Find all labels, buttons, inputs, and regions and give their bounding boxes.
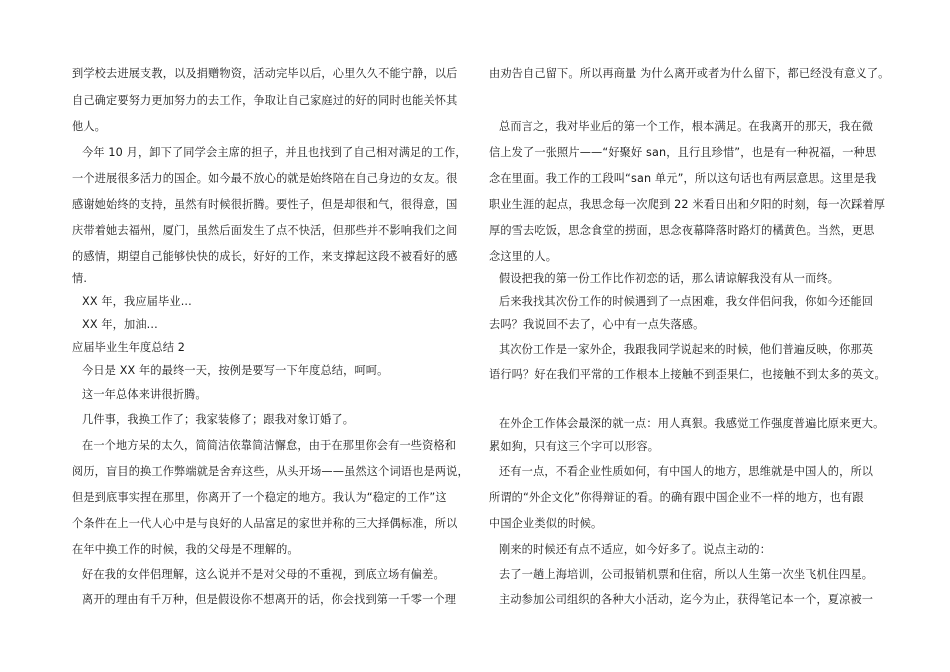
text-line: 念这里的人。 xyxy=(489,250,558,263)
text-line: 阅历，盲目的换工作弊端就是舍弃这些，从头开场——虽然这个词语也是两说， xyxy=(72,465,469,478)
text-line: 厚的雪去吃饭，思念食堂的捞面，思念夜幕降落时路灯的橘黄色。当然，更思 xyxy=(489,224,875,237)
text-line: 信上发了一张照片——“好聚好 san，且行且珍惜”，也是有一种祝福，一种思 xyxy=(489,146,877,159)
text-line: 语行吗？好在我们平常的工作根本上接触不到歪果仁，也接触不到太多的英文。 xyxy=(489,368,886,381)
text-line: 但是到底事实捏在那里，你离开了一个稳定的地方。我认为“稳定的工作”这 xyxy=(72,491,447,504)
text-line: 自己确定要努力更加努力的去工作，争取让自己家庭过的好的同时也能关怀其 xyxy=(72,94,458,107)
text-line: 还有一点，不看企业性质如何，有中国人的地方，思维就是中国人的，所以 xyxy=(499,465,874,478)
text-line: 刚来的时候还有点不适应，如今好多了。说点主动的： xyxy=(499,543,772,556)
text-line: 这一年总体来讲很折腾。 xyxy=(82,388,207,401)
text-line: 到学校去进展支教，以及捐赠物资，活动完毕以后，心里久久不能宁静，以后 xyxy=(72,67,458,80)
text-line: 去吗？我说回不去了，心中有一点失落感。 xyxy=(489,318,705,331)
text-line: 职业生涯的起点，我思念每一次爬到 22 米看日出和夕阳的时刻，每一次踩着厚 xyxy=(489,198,886,211)
text-line: 在一个地方呆的太久，简简洁依靠简洁懈怠，由于在那里你会有一些资格和 xyxy=(82,439,457,452)
text-line: 后来我找其次份工作的时候遇到了一点困难，我女伴侣问我，你如今还能回 xyxy=(499,295,874,308)
text-line: 念在里面。我工作的工段叫“san 单元”，所以这句话也有两层意思。这里是我 xyxy=(489,172,877,185)
text-line: 感谢她始终的支持，虽然有时候很折腾。要性子，但是却很和气，很得意，国 xyxy=(72,198,458,211)
text-line: 由劝告自己留下。所以再商量 为什么离开或者为什么留下，都已经没有意义了。 xyxy=(489,67,890,80)
text-line: 在外企工作体会最深的就一点：用人真狠。我感觉工作强度普遍比原来更大。 xyxy=(499,417,885,430)
text-line: 去了一趟上海培训，公司报销机票和住宿，所以人生第一次坐飞机住四星。 xyxy=(499,568,874,581)
section-heading: 应届毕业生年度总结 2 xyxy=(72,341,186,354)
text-line: 离开的理由有千万种，但是假设你不想离开的话，你会找到第一千零一个理 xyxy=(82,593,457,606)
text-line: 中国企业类似的时候。 xyxy=(489,517,603,530)
text-line: 好在我的女伴侣理解，这么说并不是对父母的不重视，到底立场有偏差。 xyxy=(82,568,445,581)
text-line: 所谓的“外企文化”你得辩证的看。的确有跟中国企业不一样的地方，也有跟 xyxy=(489,491,864,504)
text-line: 个条件在上一代人心中是与良好的人品富足的家世并称的三大择偶标准，所以 xyxy=(72,517,458,530)
text-line: 假设把我的第一份工作比作初恋的话，那么请谅解我没有从一而终。 xyxy=(499,272,840,285)
text-line: 他人。 xyxy=(72,120,107,133)
text-line: 累如狗，只有这三个字可以形容。 xyxy=(489,440,660,453)
text-line: XX 年，加油... xyxy=(82,318,158,331)
text-line: 的感情，期望自己能够快快的成长，好好的工作，来支撑起这段不被看好的感 xyxy=(72,250,458,263)
text-line: XX 年，我应届毕业... xyxy=(82,295,192,308)
text-line: 今年 10 月，卸下了同学会主席的担子，并且也找到了自己相对满足的工作， xyxy=(82,146,467,159)
text-line: 庆带着她去福州，厦门，虽然后面发生了点不快活，但那些并不影响我们之间 xyxy=(72,224,458,237)
text-line: 情. xyxy=(72,272,88,285)
text-line: 在年中换工作的时候，我的父母是不理解的。 xyxy=(72,543,299,556)
text-line: 总而言之，我对毕业后的第一个工作，根本满足。在我离开的那天，我在微 xyxy=(499,120,874,133)
text-line: 其次份工作是一家外企，我跟我同学说起来的时候，他们普遍反映，你那英 xyxy=(499,343,874,356)
text-line: 主动参加公司组织的各种大小活动，迄今为止，获得笔记本一个，夏凉被一 xyxy=(499,593,874,606)
text-line: 一个进展很多活力的国企。如今最不放心的就是始终陪在自己身边的女友。很 xyxy=(72,172,458,185)
text-line: 几件事，我换工作了；我家装修了；跟我对象订婚了。 xyxy=(82,413,355,426)
text-line: 今日是 XX 年的最终一天，按例是要写一下年度总结，呵呵。 xyxy=(82,364,389,377)
